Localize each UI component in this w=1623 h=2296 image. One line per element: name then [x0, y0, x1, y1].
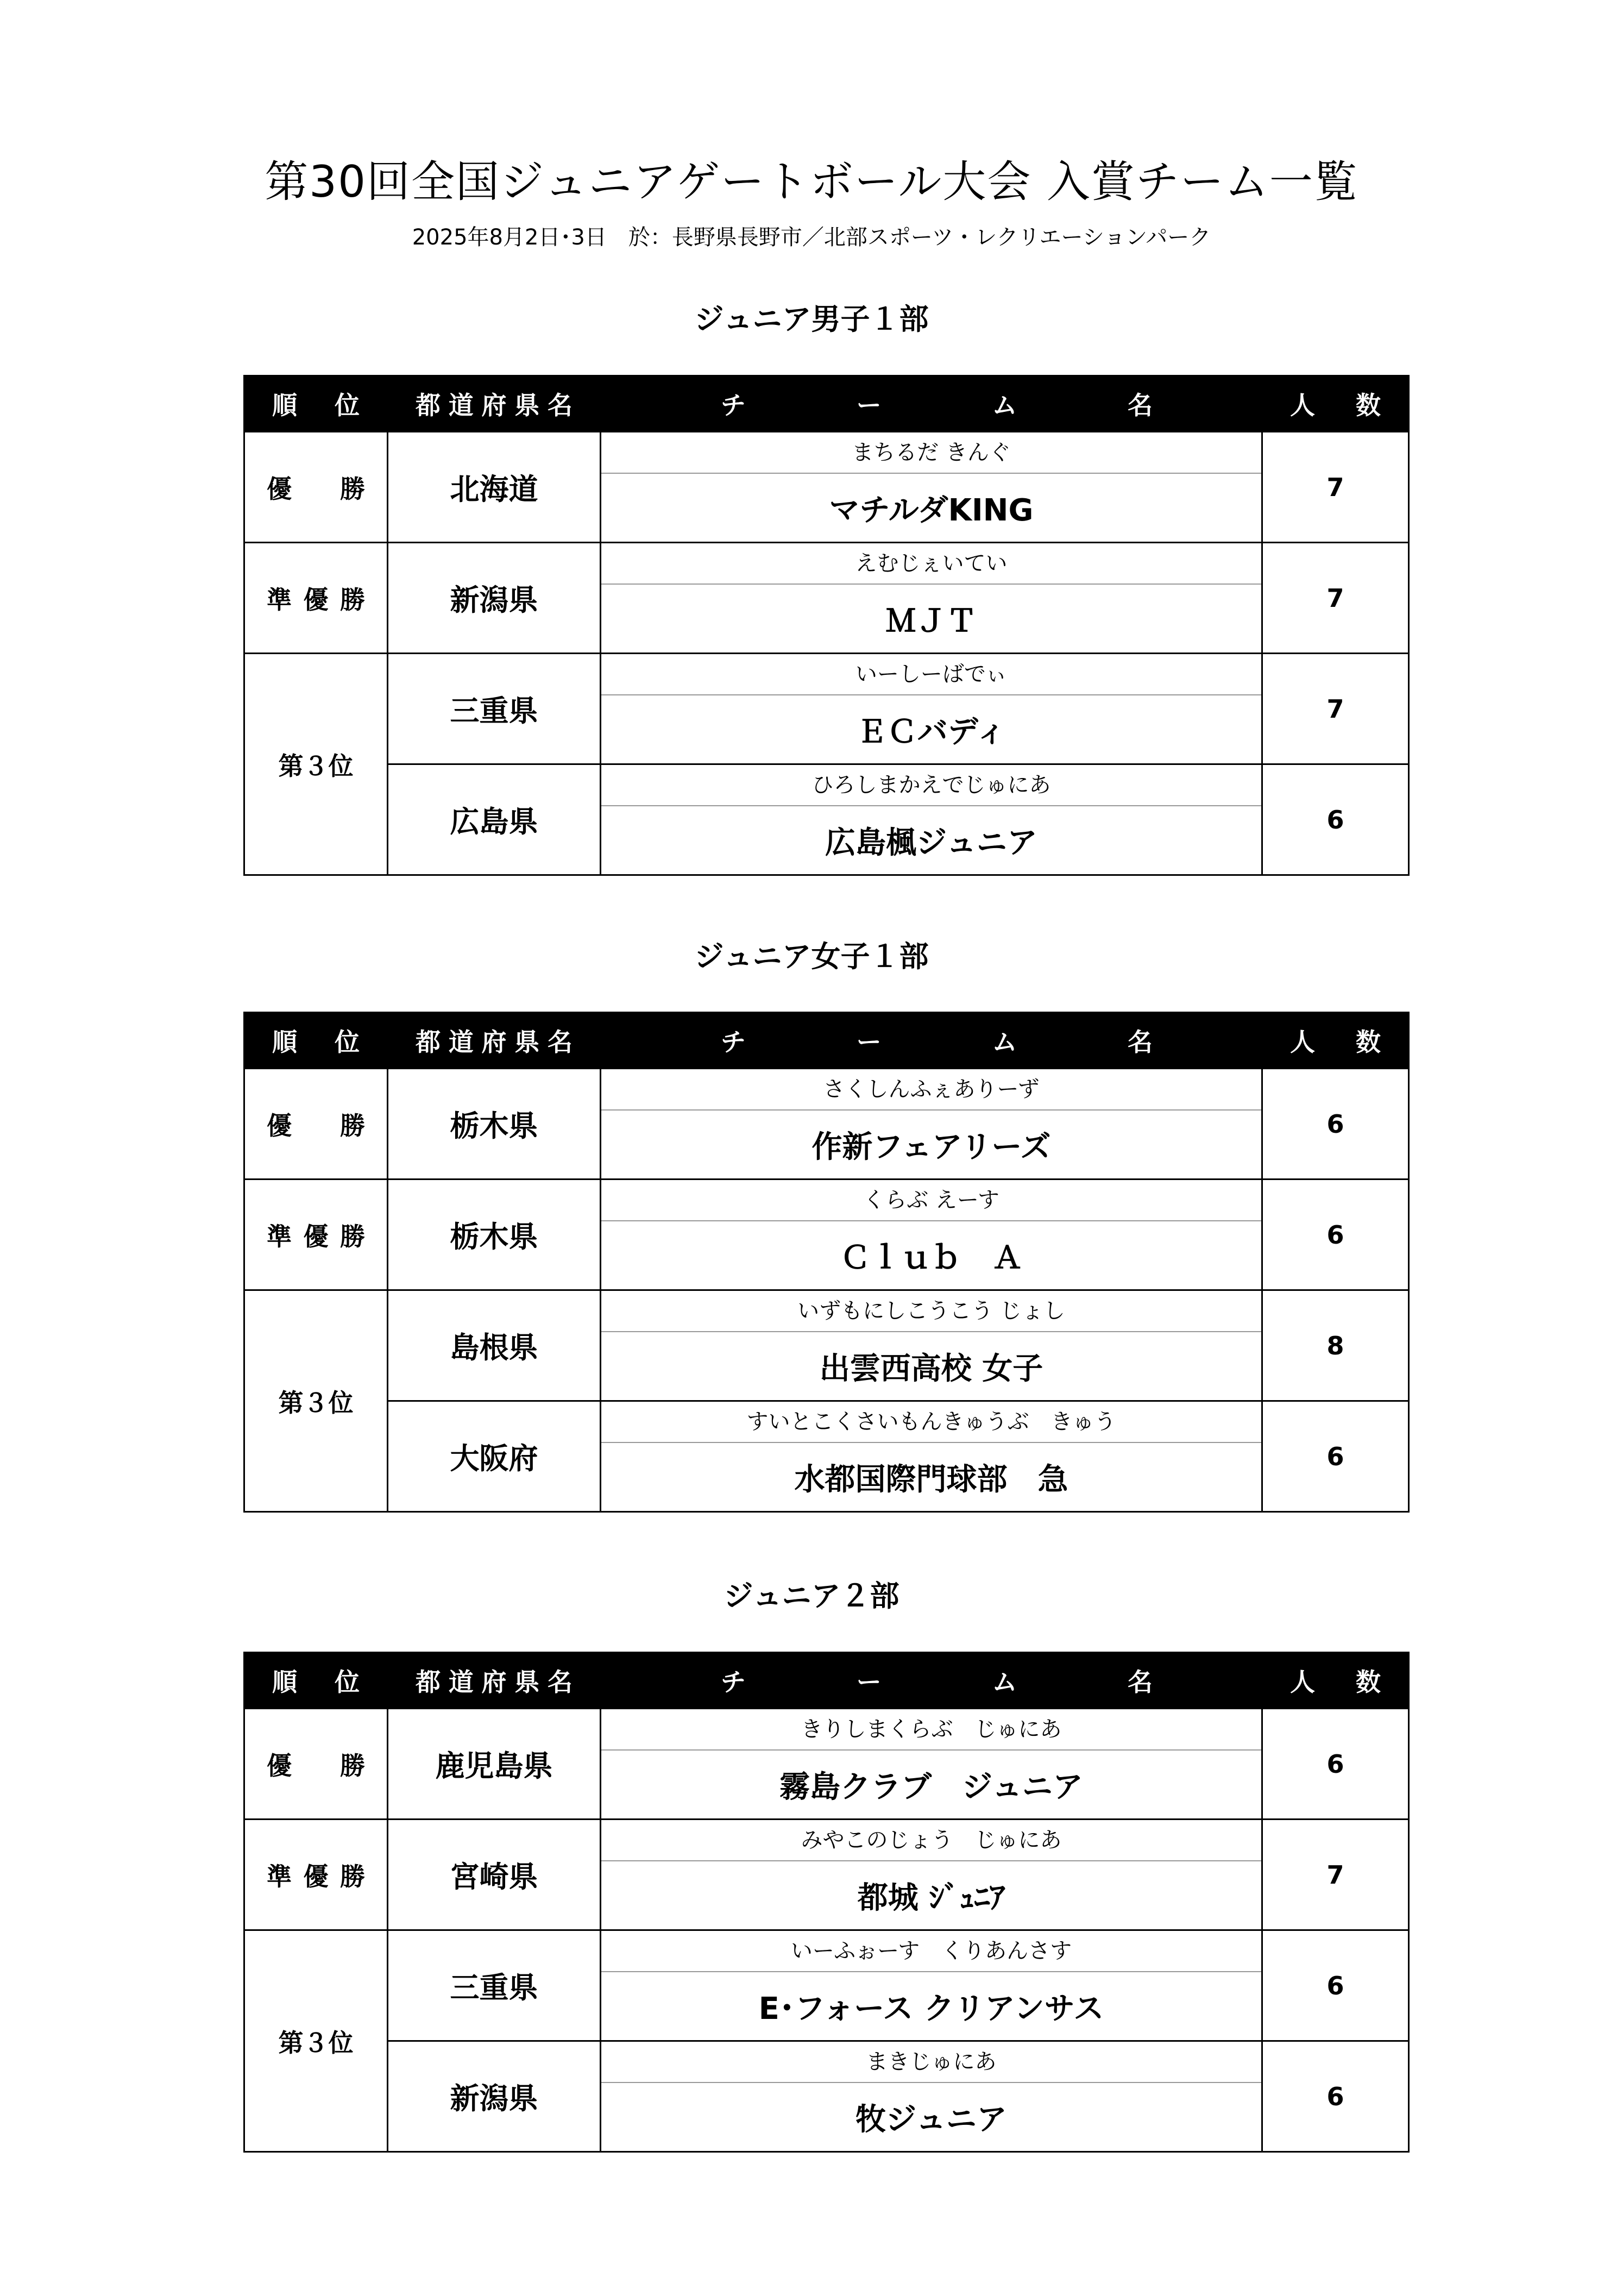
header-rank-label-char: 順: [272, 1027, 297, 1057]
rank-label: [245, 580, 387, 616]
runner-up-row: [244, 1820, 1409, 1930]
prefecture-cell: 栃木県: [388, 1180, 601, 1290]
rank-label-char: 勝: [340, 1861, 365, 1891]
header-rank-label-char: 位: [335, 1027, 360, 1057]
header-prefecture-label-char: 道: [448, 1027, 474, 1057]
header-team-label-char: 名: [1127, 391, 1153, 420]
rank-label-char: 勝: [340, 1111, 365, 1140]
third-place-row: [244, 1401, 1409, 1512]
awards-table: [243, 375, 1410, 876]
team-cell: [601, 764, 1262, 875]
rank-label-char: 優: [303, 585, 329, 614]
team-name: 作新フェアリーズ: [812, 1129, 1051, 1165]
team-name: 水都国際門球部 急: [794, 1461, 1068, 1497]
member-count-cell: 6: [1262, 1180, 1409, 1290]
team-cell: [601, 1820, 1262, 1930]
runner-up-row: [244, 1180, 1409, 1290]
header-team-label-char: ー: [856, 1667, 882, 1697]
header-team-label-char: ー: [856, 1027, 882, 1057]
header-count-label-char: 数: [1356, 1027, 1381, 1057]
event-date-venue: 2025年8月2日･3日 於：長野県長野市／北部スポーツ・レクリエーションパーク: [412, 225, 1211, 250]
header-prefecture-label-char: 府: [481, 1667, 507, 1697]
header-prefecture-label-char: 名: [548, 391, 573, 420]
third-place-row: [244, 654, 1409, 764]
member-count-cell: 7: [1262, 432, 1409, 543]
team-cell: [601, 1290, 1262, 1401]
team-cell: [601, 1930, 1262, 2041]
rank-label-char: 優: [267, 1751, 292, 1780]
team-furigana: みやこのじょう じゅにあ: [601, 1820, 1261, 1861]
member-count-cell: 7: [1262, 1820, 1409, 1930]
header-count-label-char: 人: [1290, 1667, 1315, 1697]
member-count-cell: 6: [1262, 1069, 1409, 1180]
header-prefecture: [388, 376, 601, 432]
team-block: [601, 1291, 1261, 1400]
header-count-label: [1263, 1022, 1408, 1058]
header-prefecture-label: [388, 1663, 600, 1698]
rank-cell: [244, 543, 388, 654]
header-row: [244, 1013, 1409, 1069]
header-team-label-char: ム: [992, 1027, 1017, 1057]
team-name: Ｃｌｕｂ Ａ: [840, 1240, 1023, 1276]
rank-cell: [244, 1820, 388, 1930]
section-heading: ジュニア男子１部: [694, 302, 929, 336]
prefecture-cell: 北海道: [388, 432, 601, 543]
rank-label-char: 優: [303, 1221, 329, 1251]
team-cell: [601, 654, 1262, 764]
member-count-cell: 7: [1262, 654, 1409, 764]
rank-cell-third: 第３位: [244, 654, 388, 875]
header-rank-label-char: 順: [272, 1667, 297, 1697]
header-team-label-char: チ: [721, 1027, 746, 1057]
header-rank: [244, 1013, 388, 1069]
team-cell: [601, 543, 1262, 654]
prefecture-cell: 新潟県: [388, 2041, 601, 2152]
third-place-row: [244, 1290, 1409, 1401]
prefecture-cell: 三重県: [388, 1930, 601, 2041]
team-block: [601, 1820, 1261, 1929]
team-name: ＭＪＴ: [885, 603, 977, 639]
team-block: [601, 654, 1261, 763]
team-furigana: まきじゅにあ: [601, 2042, 1261, 2083]
awards-table: [243, 1652, 1410, 2153]
header-prefecture-label-char: 道: [448, 1667, 474, 1697]
champion-row: [244, 1709, 1409, 1820]
team-block: [601, 1180, 1261, 1289]
header-prefecture-label-char: 県: [514, 391, 540, 420]
team-furigana: まちるだ きんぐ: [601, 432, 1261, 474]
header-rank-label: [245, 386, 387, 422]
champion-row: [244, 1069, 1409, 1180]
third-place-row: [244, 764, 1409, 875]
team-name: ＥＣバディ: [856, 714, 1006, 750]
header-prefecture: [388, 1653, 601, 1709]
header-team: [601, 1013, 1262, 1069]
header-rank-label: [245, 1022, 387, 1058]
header-team-label: [601, 1663, 1261, 1698]
header-team-label-char: ム: [992, 391, 1017, 420]
team-furigana: さくしんふぇありーず: [601, 1069, 1261, 1111]
header-prefecture-label-char: 県: [514, 1027, 540, 1057]
header-count: [1262, 1013, 1409, 1069]
rank-cell-third: 第３位: [244, 1290, 388, 1512]
prefecture-cell: 三重県: [388, 654, 601, 764]
team-furigana: くらぶ えーす: [601, 1180, 1261, 1221]
team-block: [601, 765, 1261, 874]
header-count-label-char: 人: [1290, 1027, 1315, 1057]
team-cell: [601, 1401, 1262, 1512]
rank-cell: [244, 1709, 388, 1820]
prefecture-cell: 広島県: [388, 764, 601, 875]
rank-label-char: 勝: [340, 474, 365, 504]
header-prefecture: [388, 1013, 601, 1069]
header-count-label: [1263, 1663, 1408, 1698]
header-prefecture-label-char: 都: [416, 1027, 441, 1057]
team-name: E･フォース クリアンサス: [758, 1991, 1104, 2027]
rank-label-char: 準: [267, 1861, 292, 1891]
rank-cell-third: 第３位: [244, 1930, 388, 2152]
team-name: マチルダKING: [829, 492, 1034, 528]
header-count-label-char: 数: [1356, 391, 1381, 420]
prefecture-cell: 鹿児島県: [388, 1709, 601, 1820]
team-name: 牧ジュニア: [855, 2101, 1007, 2137]
header-team-label-char: ー: [856, 391, 882, 420]
rank-label-char: 優: [267, 1111, 292, 1140]
header-count-label-char: 人: [1290, 391, 1315, 420]
page-title: 第30回全国ジュニアゲートボール大会 入賞チーム一覧: [265, 156, 1358, 207]
rank-label-char: 優: [303, 1861, 329, 1891]
team-furigana: いーふぉーす くりあんさす: [601, 1931, 1261, 1972]
member-count-cell: 6: [1262, 2041, 1409, 2152]
team-furigana: きりしまくらぶ じゅにあ: [601, 1709, 1261, 1751]
header-prefecture-label-char: 名: [548, 1027, 573, 1057]
section-heading: ジュニア２部: [724, 1579, 899, 1613]
rank-cell: [244, 432, 388, 543]
header-team: [601, 376, 1262, 432]
header-prefecture-label: [388, 386, 600, 422]
team-cell: [601, 1069, 1262, 1180]
header-team-label: [601, 386, 1261, 422]
header-team-label-char: ム: [992, 1667, 1017, 1697]
header-team-label-char: 名: [1127, 1667, 1153, 1697]
team-block: [601, 2042, 1261, 2151]
header-rank-label-char: 順: [272, 391, 297, 420]
header-row: [244, 1653, 1409, 1709]
team-furigana: えむじぇいてい: [601, 543, 1261, 585]
header-prefecture-label-char: 県: [514, 1667, 540, 1697]
team-block: [601, 1931, 1261, 2040]
member-count-cell: 6: [1262, 764, 1409, 875]
team-block: [601, 1402, 1261, 1511]
team-name: 都城 ｼﾞｭﾆｱ: [857, 1880, 1005, 1916]
rank-cell: [244, 1069, 388, 1180]
team-cell: [601, 432, 1262, 543]
header-prefecture-label: [388, 1022, 600, 1058]
header-rank-label-char: 位: [335, 391, 360, 420]
rank-label-char: 勝: [340, 585, 365, 614]
header-rank-label-char: 位: [335, 1667, 360, 1697]
header-count: [1262, 376, 1409, 432]
rank-label: [245, 1106, 387, 1142]
member-count-cell: 6: [1262, 1930, 1409, 2041]
header-prefecture-label-char: 道: [448, 391, 474, 420]
team-block: [601, 1069, 1261, 1178]
header-rank: [244, 376, 388, 432]
rank-label: [245, 1857, 387, 1893]
header-rank: [244, 1653, 388, 1709]
team-furigana: いずもにしこうこう じょし: [601, 1291, 1261, 1332]
prefecture-cell: 宮崎県: [388, 1820, 601, 1930]
prefecture-cell: 栃木県: [388, 1069, 601, 1180]
header-team: [601, 1653, 1262, 1709]
member-count-cell: 6: [1262, 1401, 1409, 1512]
runner-up-row: [244, 543, 1409, 654]
header-team-label: [601, 1022, 1261, 1058]
third-place-row: [244, 2041, 1409, 2152]
header-rank-label: [245, 1663, 387, 1698]
team-name: 広島楓ジュニア: [825, 825, 1037, 861]
header-row: [244, 376, 1409, 432]
third-place-row: [244, 1930, 1409, 2041]
header-count-label-char: 数: [1356, 1667, 1381, 1697]
team-cell: [601, 1180, 1262, 1290]
prefecture-cell: 島根県: [388, 1290, 601, 1401]
section-heading: ジュニア女子１部: [694, 939, 929, 974]
header-prefecture-label-char: 府: [481, 1027, 507, 1057]
member-count-cell: 7: [1262, 543, 1409, 654]
header-team-label-char: 名: [1127, 1027, 1153, 1057]
header-team-label-char: チ: [721, 1667, 746, 1697]
header-prefecture-label-char: 名: [548, 1667, 573, 1697]
team-cell: [601, 2041, 1262, 2152]
header-count: [1262, 1653, 1409, 1709]
team-furigana: すいとこくさいもんきゅうぶ きゅう: [601, 1402, 1261, 1443]
rank-label-char: 準: [267, 1221, 292, 1251]
prefecture-cell: 大阪府: [388, 1401, 601, 1512]
rank-label-char: 勝: [340, 1221, 365, 1251]
team-block: [601, 543, 1261, 653]
rank-label: [245, 1217, 387, 1253]
rank-label-char: 優: [267, 474, 292, 504]
rank-label: [245, 1746, 387, 1782]
header-prefecture-label-char: 府: [481, 391, 507, 420]
rank-label-char: 準: [267, 585, 292, 614]
awards-table: [243, 1012, 1410, 1513]
team-block: [601, 1709, 1261, 1818]
header-prefecture-label-char: 都: [416, 391, 441, 420]
header-team-label-char: チ: [721, 391, 746, 420]
member-count-cell: 6: [1262, 1709, 1409, 1820]
team-name: 出雲西高校 女子: [819, 1351, 1043, 1387]
team-furigana: ひろしまかえでじゅにあ: [601, 765, 1261, 806]
champion-row: [244, 432, 1409, 543]
header-count-label: [1263, 386, 1408, 422]
rank-cell: [244, 1180, 388, 1290]
rank-label: [245, 469, 387, 505]
team-block: [601, 432, 1261, 542]
team-furigana: いーしーばでぃ: [601, 654, 1261, 695]
team-name: 霧島クラブ ジュニア: [779, 1769, 1083, 1805]
team-cell: [601, 1709, 1262, 1820]
header-prefecture-label-char: 都: [416, 1667, 441, 1697]
rank-label-char: 勝: [340, 1751, 365, 1780]
prefecture-cell: 新潟県: [388, 543, 601, 654]
member-count-cell: 8: [1262, 1290, 1409, 1401]
